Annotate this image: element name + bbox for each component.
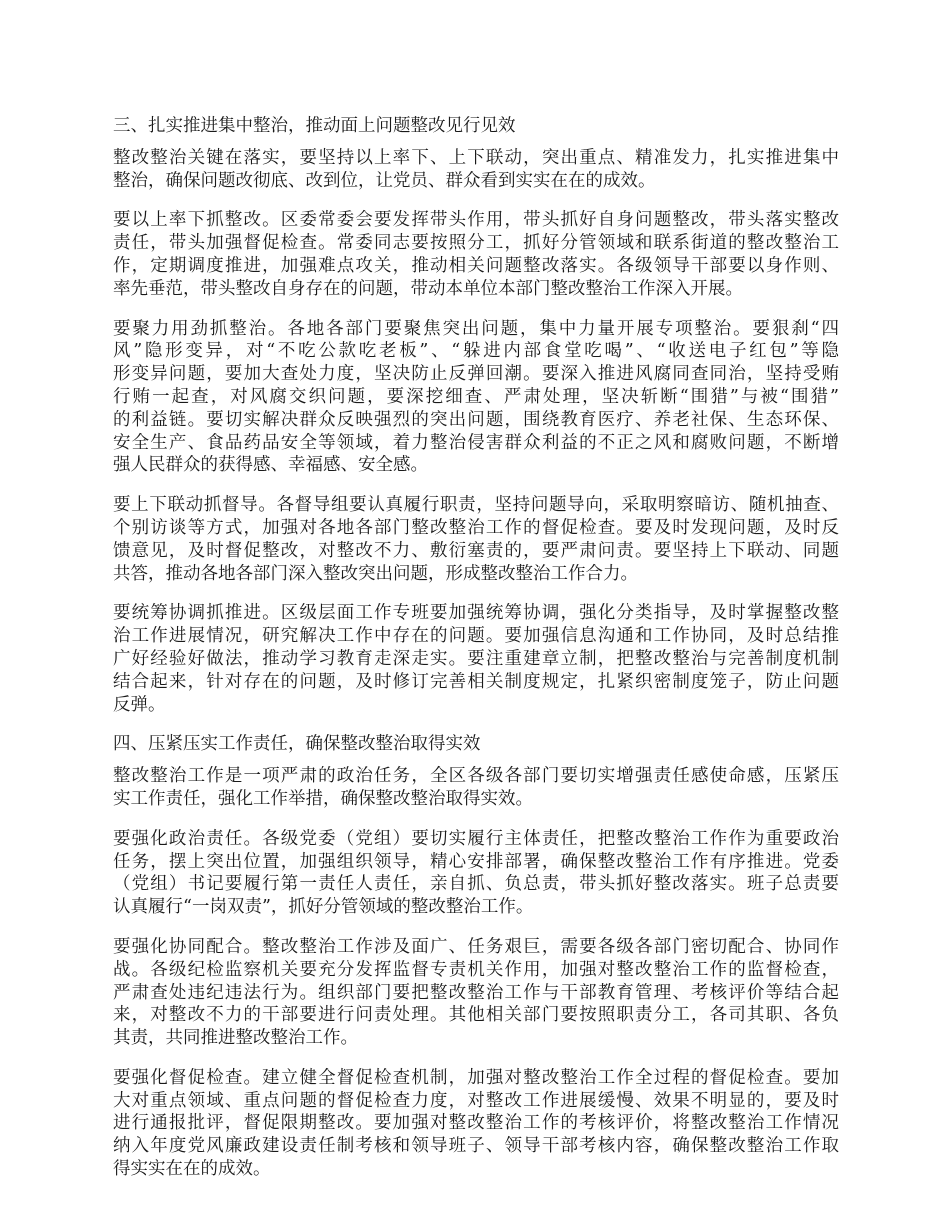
paragraph (113, 209, 839, 300)
text-line: 风”隐形变异，对“不吃公款吃老板”、“躲进内部食堂吃喝”、“收送电子红包”等隐 (113, 341, 839, 362)
text-line: 广好经验好做法，推动学习教育走深走实。要注重建章立制，把整改整治与完善制度机制 (113, 648, 839, 669)
text-line: 三、扎实推进集中整治，推动面上问题整改见行见效 (113, 116, 516, 136)
text-line: 其责，共同推进整改整治工作。 (113, 1028, 358, 1049)
text-line: 战。各级纪检监察机关要充分发挥监督专责机关作用，加强对整改整治工作的监督检查， (113, 959, 839, 980)
text-line: （党组）书记要履行第一责任人责任，亲自抓、负总责，带头抓好整改落实。班子总责要 (113, 874, 839, 895)
text-line: 要统筹协调抓推进。区级层面工作专班要加强统筹协调，强化分类指导，及时掌握整改整 (113, 603, 839, 624)
text-line: 整改整治关键在落实，要坚持以上率下、上下联动，突出重点、精准发力，扎实推进集中 (113, 147, 839, 168)
text-line: 进行通报批评，督促限期整改。要加强对整改整治工作的考核评价，将整改整治工作情况 (113, 1113, 839, 1134)
text-line: 要聚力用劲抓整治。各地各部门要聚焦突出问题，集中力量开展专项整治。要狠刹“四 (113, 318, 839, 339)
paragraph (113, 765, 839, 811)
text-line: 认真履行“一岗双责”，抓好分管领域的整改整治工作。 (113, 897, 534, 918)
paragraph (113, 1067, 839, 1181)
paragraph (113, 602, 839, 716)
section-heading (113, 115, 839, 138)
text-line: 率先垂范，带头整改自身存在的问题，带动本单位本部门整改整治工作深入开展。 (113, 278, 743, 299)
text-line: 形变异问题，要加大查处力度，坚决防止反弹回潮。要深入推进风腐同查同治，坚持受贿 (113, 364, 839, 385)
paragraph (113, 828, 839, 919)
text-line: 要强化督促检查。建立健全督促检查机制，加强对整改整治工作全过程的督促检查。要加 (113, 1067, 839, 1088)
text-line: 大对重点领域、重点问题的督促检查力度，对整改工作进展缓慢、效果不明显的，要及时 (113, 1090, 839, 1111)
text-line: 纳入年度党风廉政建设责任制考核和领导班子、领导干部考核内容，确保整改整治工作取 (113, 1136, 839, 1157)
paragraph (113, 318, 839, 478)
text-line: 要强化协同配合。整改整治工作涉及面广、任务艰巨，需要各级各部门密切配合、协同作 (113, 936, 839, 957)
paragraph (113, 147, 839, 193)
text-line: 严肃查处违纪违法行为。组织部门要把整改整治工作与干部教育管理、考核评价等结合起 (113, 982, 839, 1003)
text-line: 整改整治工作是一项严肃的政治任务，全区各级各部门要切实增强责任感使命感，压紧压 (113, 766, 839, 787)
text-line: 责任，带头加强督促检查。常委同志要按照分工，抓好分管领域和联系街道的整改整治工 (113, 233, 839, 254)
text-line: 实工作责任，强化工作举措，确保整改整治取得实效。 (113, 788, 533, 809)
text-line: 治工作进展情况，研究解决工作中存在的问题。要加强信息沟通和工作协同，及时总结推 (113, 626, 839, 647)
text-line: 得实实在在的成效。 (113, 1159, 271, 1180)
paragraph (113, 494, 839, 585)
text-line: 任务，摆上突出位置，加强组织领导，精心安排部署，确保整改整治工作有序推进。党委 (113, 851, 839, 872)
text-line: 整治，确保问题改彻底、改到位，让党员、群众看到实实在在的成效。 (113, 170, 656, 191)
text-line: 作，定期调度推进，加强难点攻关，推动相关问题整改落实。各级领导干部要以身作则、 (113, 255, 839, 276)
text-line: 反弹。 (113, 694, 166, 715)
text-line: 四、压紧压实工作责任，确保整改整治取得实效 (113, 734, 481, 755)
text-line: 共答，推动各地各部门深入整改突出问题，形成整改整治工作合力。 (113, 563, 638, 584)
text-line: 强人民群众的获得感、幸福感、安全感。 (113, 455, 428, 476)
paragraph (113, 936, 839, 1050)
text-line: 要强化政治责任。各级党委（党组）要切实履行主体责任，把整改整治工作作为重要政治 (113, 828, 839, 849)
document-body (113, 115, 839, 1198)
text-line: 行贿一起查，对风腐交织问题，要深挖细查、严肃处理，坚决斩断“围猎”与被“围猎” (113, 386, 839, 407)
text-line: 馈意见，及时督促整改，对整改不力、敷衍塞责的，要严肃问责。要坚持上下联动、同题 (113, 540, 839, 561)
section-heading (113, 733, 839, 756)
text-line: 要以上率下抓整改。区委常委会要发挥带头作用，带头抓好自身问题整改，带头落实整改 (113, 210, 839, 231)
text-line: 要上下联动抓督导。各督导组要认真履行职责，坚持问题导向，采取明察暗访、随机抽查、 (113, 495, 839, 516)
text-line: 来，对整改不力的干部要进行问责处理。其他相关部门要按照职责分工，各司其职、各负 (113, 1005, 839, 1026)
text-line: 安全生产、食品药品安全等领域，着力整治侵害群众利益的不正之风和腐败问题，不断增 (113, 432, 839, 453)
text-line: 结合起来，针对存在的问题，及时修订完善相关制度规定，扎紧织密制度笼子，防止问题 (113, 671, 839, 692)
text-line: 个别访谈等方式，加强对各地各部门整改整治工作的督促检查。要及时发现问题，及时反 (113, 517, 839, 538)
text-line: 的利益链。要切实解决群众反映强烈的突出问题，围绕教育医疗、养老社保、生态环保、 (113, 409, 839, 430)
